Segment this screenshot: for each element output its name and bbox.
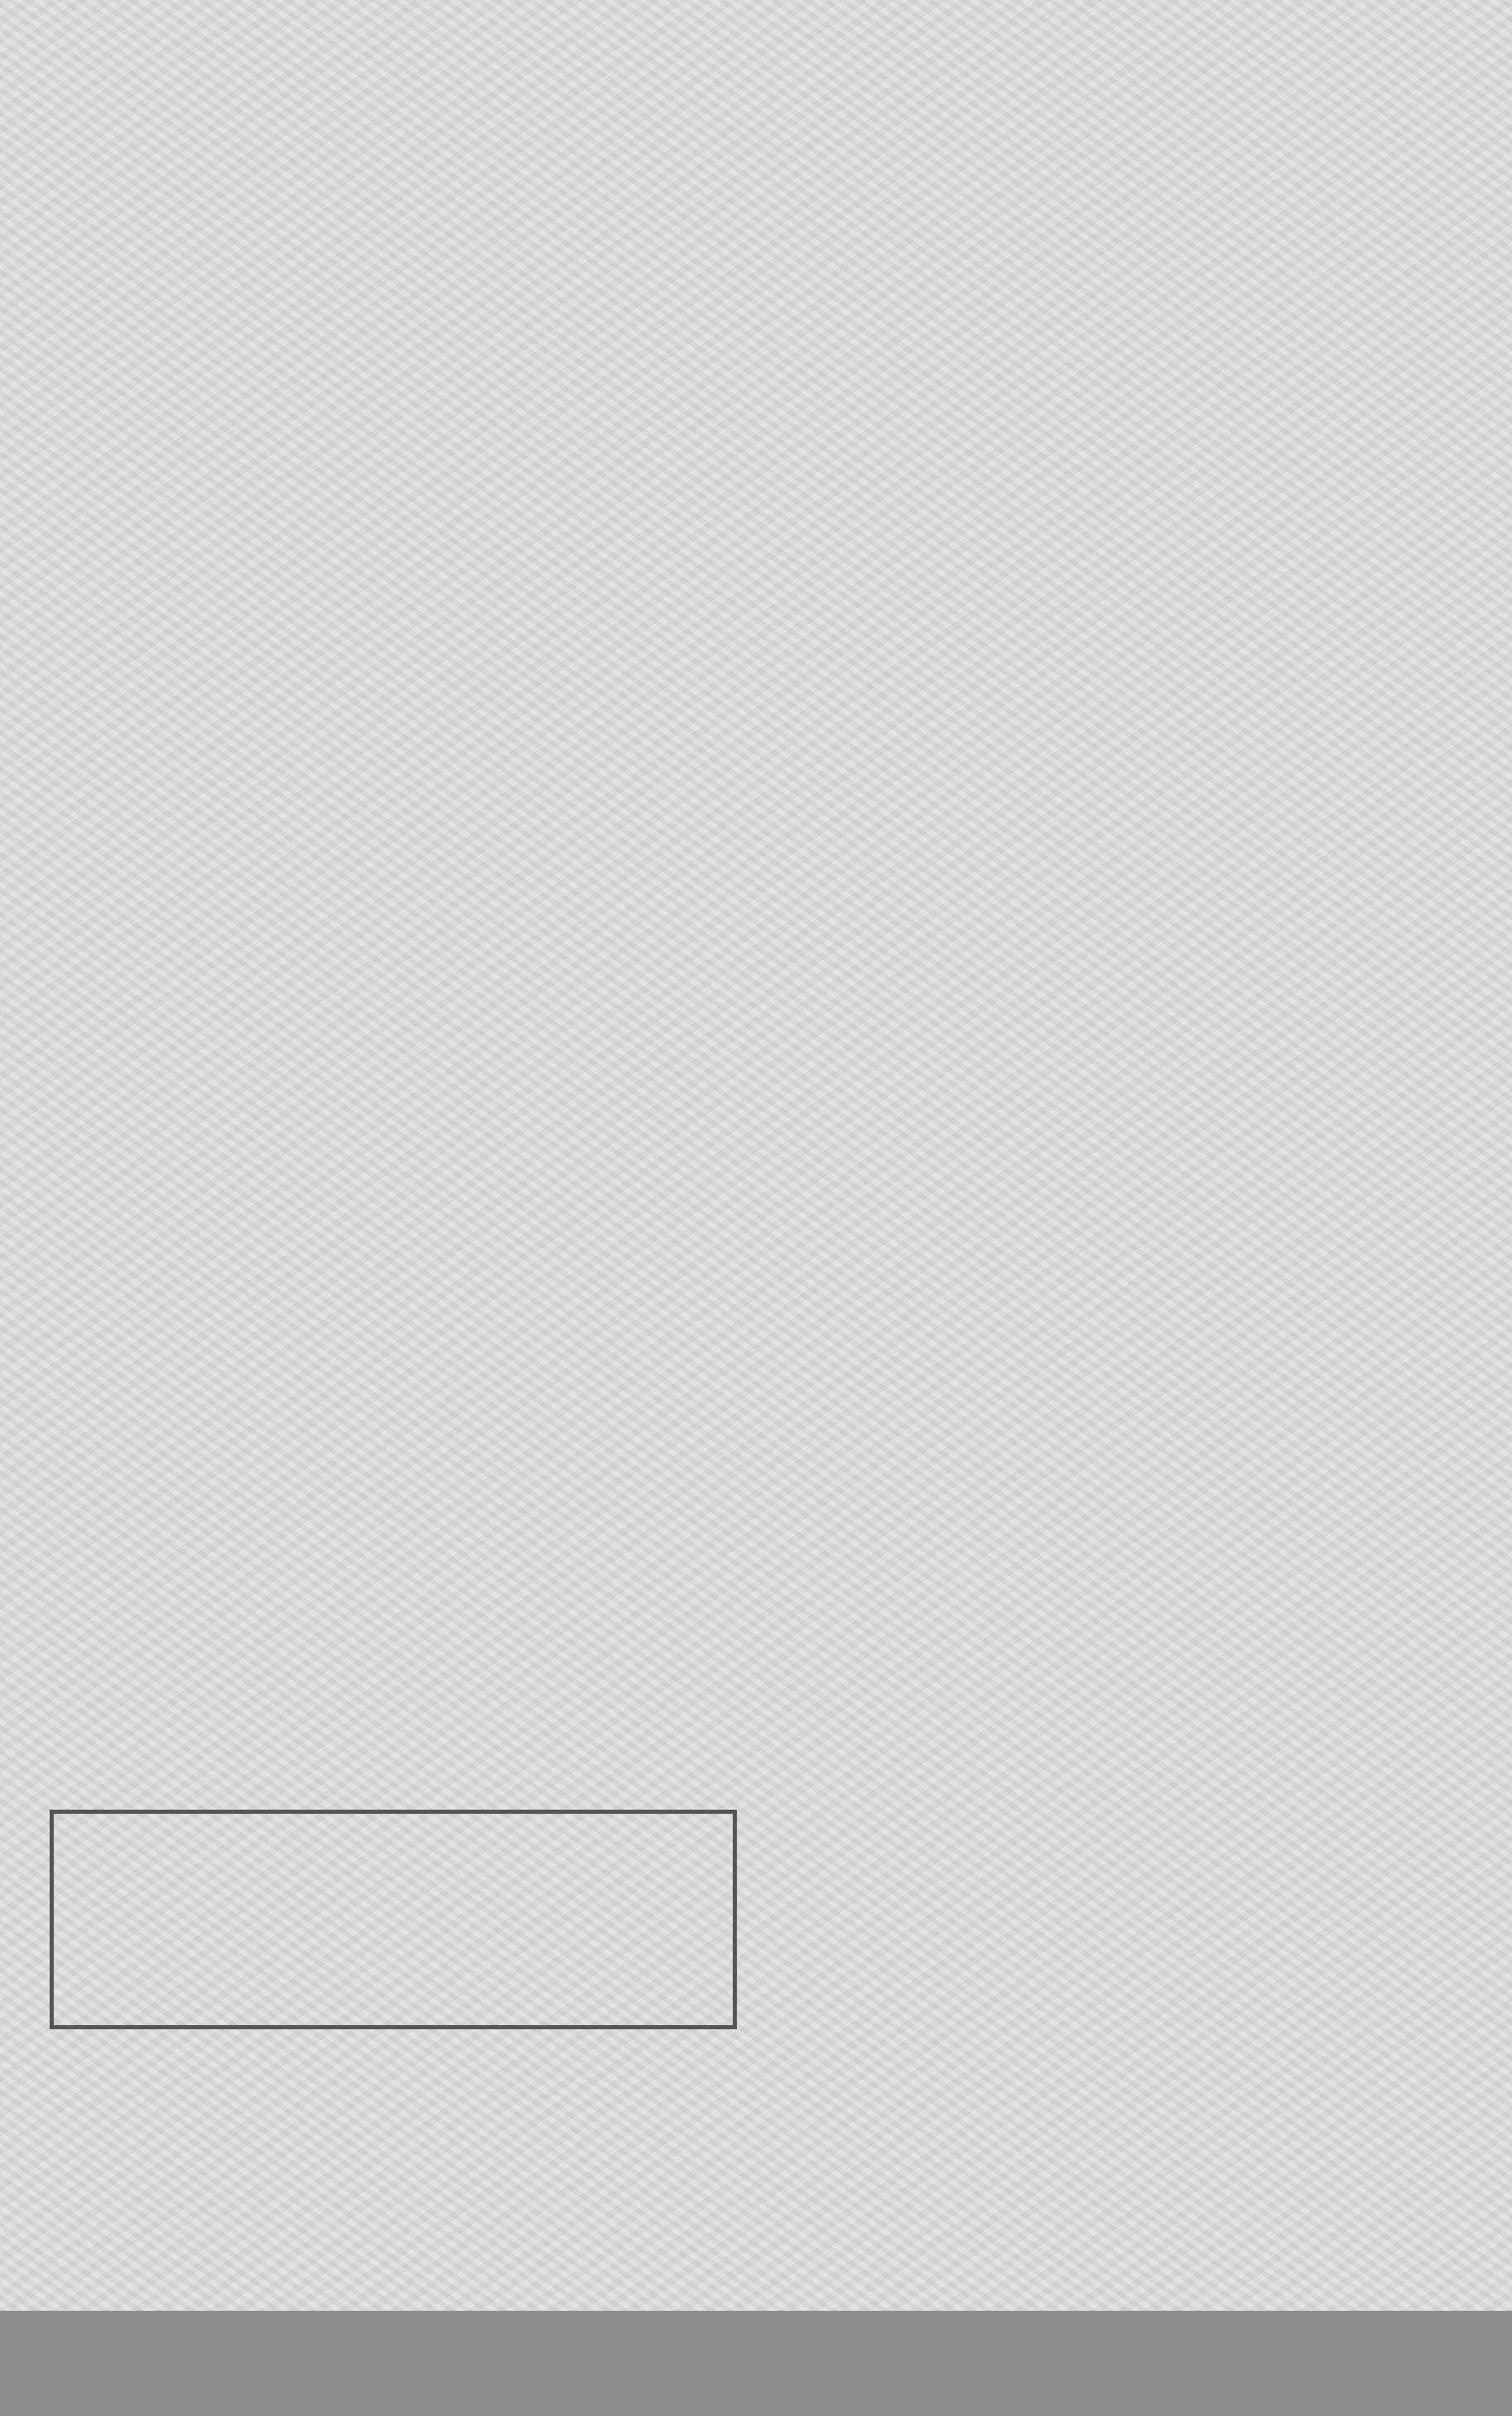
header-band <box>0 0 1512 145</box>
footer-band <box>0 2311 1512 2416</box>
library-stamp-box <box>50 1810 737 2029</box>
